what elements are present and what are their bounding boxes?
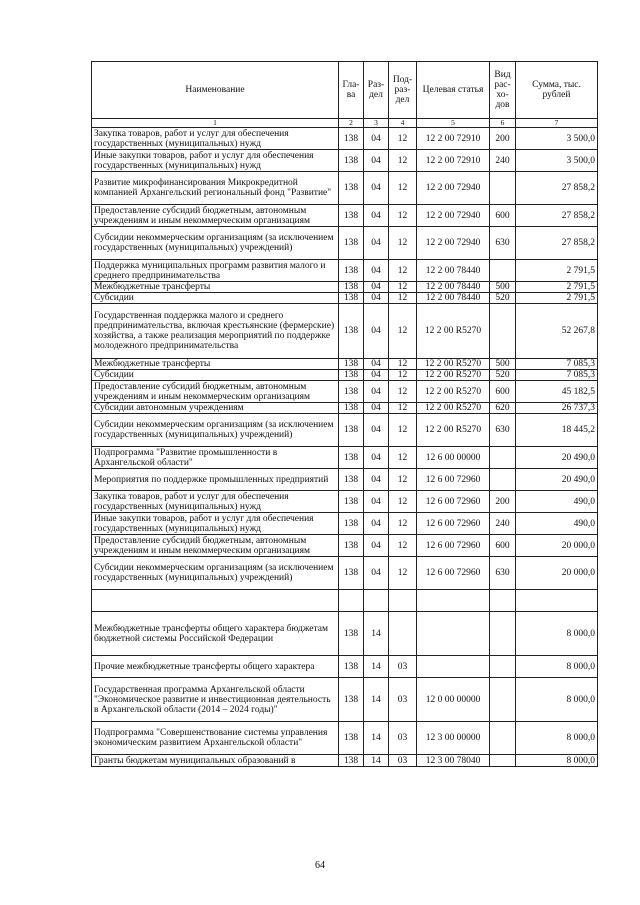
cell-statya: 12 2 00 78440 (417, 282, 490, 293)
table-row (92, 414, 598, 447)
cell-podrazdel: 12 (389, 260, 417, 282)
table-row (92, 513, 598, 535)
table-row (92, 590, 598, 612)
cell-glava: 138 (339, 260, 364, 282)
cell-name: Межбюджетные трансферты (92, 359, 339, 370)
table-row (92, 491, 598, 513)
cell-glava (339, 590, 364, 612)
cell-name: Предоставление субсидий бюджетным, автономным учреждениям и иным некоммерческим организациям (92, 205, 339, 227)
cell-vid: 500 (490, 282, 516, 293)
cell-glava: 138 (339, 491, 364, 513)
cell-vid (490, 722, 516, 755)
table-row (92, 172, 598, 205)
cell-razdel: 04 (364, 447, 389, 469)
cell-vid (490, 447, 516, 469)
cell-vid (490, 172, 516, 205)
table-header-row (92, 62, 598, 119)
cell-statya: 12 2 00 78440 (417, 260, 490, 282)
cell-razdel: 04 (364, 469, 389, 491)
cell-razdel: 04 (364, 128, 389, 150)
cell-glava: 138 (339, 293, 364, 304)
cell-statya: 12 2 00 72940 (417, 172, 490, 205)
cell-podrazdel: 12 (389, 205, 417, 227)
cell-vid (490, 260, 516, 282)
cell-summa: 20 490,0 (516, 469, 598, 491)
cell-summa: 20 000,0 (516, 557, 598, 590)
cell-vid (490, 590, 516, 612)
table-body (92, 128, 598, 767)
table-row (92, 447, 598, 469)
cell-glava: 138 (339, 447, 364, 469)
cell-statya: 12 6 00 72960 (417, 469, 490, 491)
header-razdel: Раз-дел (364, 62, 389, 119)
table-row (92, 678, 598, 722)
cell-summa: 7 085,3 (516, 359, 598, 370)
table-row (92, 381, 598, 403)
cell-summa: 8 000,0 (516, 722, 598, 755)
cell-podrazdel: 12 (389, 469, 417, 491)
cell-razdel: 04 (364, 359, 389, 370)
cell-razdel: 14 (364, 612, 389, 656)
cell-razdel: 14 (364, 755, 389, 767)
cell-summa: 2 791,5 (516, 260, 598, 282)
cell-statya: 12 6 00 00000 (417, 447, 490, 469)
cell-name: Развитие микрофинансирования Микрокредитной компанией Архангельский региональный фонд "Развитие" (92, 172, 339, 205)
cell-statya: 12 2 00 72940 (417, 205, 490, 227)
column-number: 2 (339, 119, 364, 128)
cell-name: Межбюджетные трансферты общего характера бюджетам бюджетной системы Российской Федерации (92, 612, 339, 656)
cell-razdel (364, 590, 389, 612)
table-row (92, 282, 598, 293)
cell-summa: 27 858,2 (516, 205, 598, 227)
column-number: 6 (490, 119, 516, 128)
cell-glava: 138 (339, 414, 364, 447)
cell-summa: 8 000,0 (516, 656, 598, 678)
cell-razdel: 04 (364, 205, 389, 227)
cell-glava: 138 (339, 205, 364, 227)
cell-statya: 12 6 00 72960 (417, 557, 490, 590)
cell-statya: 12 2 00 R5270 (417, 359, 490, 370)
header-statya: Целевая статья (417, 62, 490, 119)
cell-name: Иные закупки товаров, работ и услуг для обеспечения государственных (муниципальных) нужд (92, 150, 339, 172)
cell-name: Предоставление субсидий бюджетным, автономным учреждениям и иным некоммерческим организациям (92, 535, 339, 557)
cell-glava: 138 (339, 678, 364, 722)
cell-vid: 600 (490, 205, 516, 227)
cell-razdel: 04 (364, 150, 389, 172)
cell-glava: 138 (339, 513, 364, 535)
cell-podrazdel: 12 (389, 491, 417, 513)
column-number: 3 (364, 119, 389, 128)
page-number: 64 (315, 860, 325, 871)
cell-glava: 138 (339, 359, 364, 370)
cell-podrazdel: 12 (389, 381, 417, 403)
cell-summa: 18 445,2 (516, 414, 598, 447)
cell-statya: 12 2 00 72910 (417, 128, 490, 150)
cell-summa: 20 490,0 (516, 447, 598, 469)
cell-name: Государственная программа Архангельской области "Экономическое развитие и инвестиционная деятельность в Архангельской области (2014 – 2024 годы)" (92, 678, 339, 722)
cell-summa (516, 590, 598, 612)
cell-vid: 520 (490, 293, 516, 304)
cell-razdel: 04 (364, 304, 389, 359)
table-row (92, 722, 598, 755)
cell-summa: 8 000,0 (516, 755, 598, 767)
cell-vid (490, 755, 516, 767)
cell-summa: 490,0 (516, 491, 598, 513)
cell-podrazdel: 12 (389, 128, 417, 150)
cell-vid: 630 (490, 414, 516, 447)
cell-statya: 12 2 00 78440 (417, 293, 490, 304)
cell-glava: 138 (339, 282, 364, 293)
table-row (92, 128, 598, 150)
cell-name: Гранты бюджетам муниципальных образований в (92, 755, 339, 767)
cell-podrazdel: 03 (389, 678, 417, 722)
cell-summa: 20 000,0 (516, 535, 598, 557)
cell-glava: 138 (339, 755, 364, 767)
budget-table-page (91, 61, 597, 767)
cell-podrazdel: 12 (389, 359, 417, 370)
cell-podrazdel: 12 (389, 557, 417, 590)
header-summa: Сумма, тыс. рублей (516, 62, 598, 119)
header-name: Наименование (92, 62, 339, 119)
cell-podrazdel: 03 (389, 722, 417, 755)
cell-name: Иные закупки товаров, работ и услуг для обеспечения государственных (муниципальных) нужд (92, 513, 339, 535)
cell-vid (490, 469, 516, 491)
cell-podrazdel: 12 (389, 150, 417, 172)
cell-glava: 138 (339, 128, 364, 150)
cell-name: Подпрограмма "Совершенствование системы управления экономическим развитием Архангельской области" (92, 722, 339, 755)
cell-glava: 138 (339, 469, 364, 491)
cell-summa: 2 791,5 (516, 293, 598, 304)
cell-glava: 138 (339, 403, 364, 414)
cell-statya: 12 6 00 72960 (417, 513, 490, 535)
cell-summa: 52 267,8 (516, 304, 598, 359)
cell-podrazdel: 12 (389, 403, 417, 414)
cell-podrazdel: 12 (389, 513, 417, 535)
cell-podrazdel: 03 (389, 656, 417, 678)
cell-summa: 26 737,3 (516, 403, 598, 414)
cell-name: Мероприятия по поддержке промышленных предприятий (92, 469, 339, 491)
cell-name: Прочие межбюджетные трансферты общего характера (92, 656, 339, 678)
cell-razdel: 04 (364, 227, 389, 260)
cell-vid: 500 (490, 359, 516, 370)
cell-summa: 27 858,2 (516, 227, 598, 260)
cell-vid: 600 (490, 381, 516, 403)
cell-name: Подпрограмма "Развитие промышленности в Архангельской области" (92, 447, 339, 469)
cell-glava: 138 (339, 612, 364, 656)
cell-glava: 138 (339, 381, 364, 403)
cell-summa: 2 791,5 (516, 282, 598, 293)
table-row (92, 370, 598, 381)
cell-glava: 138 (339, 150, 364, 172)
cell-razdel: 04 (364, 557, 389, 590)
cell-podrazdel (389, 612, 417, 656)
cell-statya: 12 0 00 00000 (417, 678, 490, 722)
cell-statya: 12 2 00 72910 (417, 150, 490, 172)
cell-vid (490, 656, 516, 678)
table-row (92, 227, 598, 260)
cell-name: Поддержка муниципальных программ развития малого и среднего предпринимательства (92, 260, 339, 282)
header-glava: Гла-ва (339, 62, 364, 119)
cell-statya (417, 612, 490, 656)
cell-glava: 138 (339, 227, 364, 260)
cell-podrazdel: 12 (389, 370, 417, 381)
cell-razdel: 04 (364, 403, 389, 414)
budget-table (91, 61, 598, 767)
cell-statya: 12 6 00 72960 (417, 535, 490, 557)
cell-razdel: 04 (364, 282, 389, 293)
cell-statya: 12 2 00 R5270 (417, 304, 490, 359)
cell-name: Субсидии некоммерческим организациям (за исключением государственных (муниципальных) учреждений) (92, 414, 339, 447)
cell-statya: 12 3 00 00000 (417, 722, 490, 755)
cell-statya: 12 2 00 R5270 (417, 414, 490, 447)
cell-name: Субсидии (92, 293, 339, 304)
table-row (92, 205, 598, 227)
cell-podrazdel: 12 (389, 227, 417, 260)
cell-name: Межбюджетные трансферты (92, 282, 339, 293)
table-row (92, 359, 598, 370)
cell-vid (490, 678, 516, 722)
cell-podrazdel: 12 (389, 535, 417, 557)
cell-glava: 138 (339, 172, 364, 205)
column-number: 4 (389, 119, 417, 128)
cell-vid: 630 (490, 227, 516, 260)
cell-razdel: 04 (364, 293, 389, 304)
cell-name: Субсидии некоммерческим организациям (за исключением государственных (муниципальных) учреждений) (92, 227, 339, 260)
cell-glava: 138 (339, 370, 364, 381)
cell-razdel: 04 (364, 513, 389, 535)
cell-vid (490, 612, 516, 656)
cell-vid: 200 (490, 491, 516, 513)
table-row (92, 612, 598, 656)
cell-name: Закупка товаров, работ и услуг для обеспечения государственных (муниципальных) нужд (92, 128, 339, 150)
table-row (92, 535, 598, 557)
header-podrazdel: Под-раз-дел (389, 62, 417, 119)
column-number: 5 (417, 119, 490, 128)
cell-razdel: 04 (364, 414, 389, 447)
cell-statya (417, 656, 490, 678)
cell-glava: 138 (339, 656, 364, 678)
cell-razdel: 14 (364, 722, 389, 755)
column-number: 7 (516, 119, 598, 128)
cell-podrazdel: 12 (389, 172, 417, 205)
cell-vid: 200 (490, 128, 516, 150)
cell-statya: 12 2 00 72940 (417, 227, 490, 260)
cell-podrazdel: 12 (389, 304, 417, 359)
cell-vid (490, 304, 516, 359)
table-row (92, 469, 598, 491)
cell-statya: 12 3 00 78040 (417, 755, 490, 767)
cell-vid: 240 (490, 150, 516, 172)
table-row (92, 293, 598, 304)
cell-podrazdel: 12 (389, 414, 417, 447)
cell-summa: 8 000,0 (516, 612, 598, 656)
cell-podrazdel: 03 (389, 755, 417, 767)
cell-glava: 138 (339, 304, 364, 359)
cell-razdel: 04 (364, 370, 389, 381)
table-row (92, 403, 598, 414)
cell-razdel: 04 (364, 260, 389, 282)
cell-razdel: 04 (364, 172, 389, 205)
cell-name: Субсидии автономным учреждениям (92, 403, 339, 414)
table-row (92, 150, 598, 172)
cell-summa: 27 858,2 (516, 172, 598, 205)
table-row (92, 304, 598, 359)
header-vid: Вид рас-хо-дов (490, 62, 516, 119)
table-row (92, 557, 598, 590)
cell-razdel: 14 (364, 678, 389, 722)
cell-summa: 7 085,3 (516, 370, 598, 381)
cell-vid: 520 (490, 370, 516, 381)
cell-podrazdel: 12 (389, 293, 417, 304)
cell-razdel: 14 (364, 656, 389, 678)
cell-name: Субсидии некоммерческим организациям (за исключением государственных (муниципальных) учреждений) (92, 557, 339, 590)
table-row (92, 755, 598, 767)
cell-summa: 3 500,0 (516, 150, 598, 172)
cell-razdel: 04 (364, 535, 389, 557)
cell-razdel: 04 (364, 491, 389, 513)
cell-summa: 490,0 (516, 513, 598, 535)
cell-statya (417, 590, 490, 612)
cell-razdel: 04 (364, 381, 389, 403)
cell-statya: 12 2 00 R5270 (417, 381, 490, 403)
cell-summa: 45 182,5 (516, 381, 598, 403)
table-row (92, 656, 598, 678)
column-number-row (92, 119, 598, 128)
cell-glava: 138 (339, 535, 364, 557)
cell-name (92, 590, 339, 612)
cell-summa: 3 500,0 (516, 128, 598, 150)
cell-vid: 240 (490, 513, 516, 535)
cell-name: Субсидии (92, 370, 339, 381)
cell-name: Государственная поддержка малого и среднего предпринимательства, включая крестьянские (фермерские) хозяйства, а также реализация мероприятий по поддержке молодежного предпринимательства (92, 304, 339, 359)
cell-vid: 600 (490, 535, 516, 557)
column-number: 1 (92, 119, 339, 128)
cell-name: Закупка товаров, работ и услуг для обеспечения государственных (муниципальных) нужд (92, 491, 339, 513)
table-row (92, 260, 598, 282)
cell-summa: 8 000,0 (516, 678, 598, 722)
cell-glava: 138 (339, 722, 364, 755)
cell-statya: 12 2 00 R5270 (417, 403, 490, 414)
cell-podrazdel: 12 (389, 447, 417, 469)
cell-podrazdel: 12 (389, 282, 417, 293)
cell-vid: 620 (490, 403, 516, 414)
cell-statya: 12 6 00 72960 (417, 491, 490, 513)
cell-name: Предоставление субсидий бюджетным, автономным учреждениям и иным некоммерческим организациям (92, 381, 339, 403)
cell-podrazdel (389, 590, 417, 612)
cell-statya: 12 2 00 R5270 (417, 370, 490, 381)
cell-glava: 138 (339, 557, 364, 590)
cell-vid: 630 (490, 557, 516, 590)
